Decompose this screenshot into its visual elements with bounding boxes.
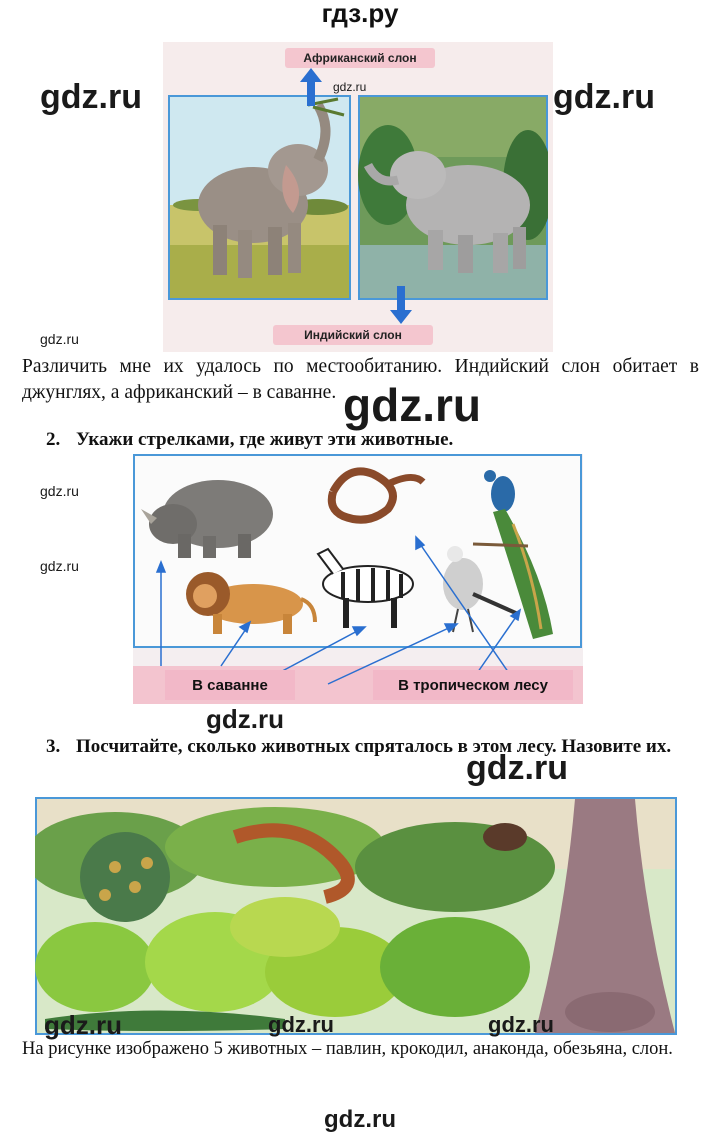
tropical-forest-label: В тропическом лесу bbox=[373, 670, 573, 700]
indian-elephant-label: Индийский слон bbox=[273, 325, 433, 345]
indian-elephant-image bbox=[358, 95, 548, 300]
habitat-illustration bbox=[133, 454, 583, 704]
watermark: gdz.ru bbox=[553, 78, 655, 116]
jungle-illustration bbox=[35, 797, 677, 1035]
habitat-figure bbox=[133, 454, 583, 704]
task-text: Укажи стрелками, где живут эти животные. bbox=[76, 429, 454, 450]
watermark: gdz.ru bbox=[44, 1010, 122, 1040]
answer-paragraph-1: Различить мне их удалось по местообитанию. Индийский слон обитает в джунглях, а африканский – в саванне. bbox=[22, 356, 699, 403]
watermark: gdz.ru bbox=[40, 78, 142, 116]
watermark: gdz.ru bbox=[333, 80, 367, 94]
watermark: gdz.ru bbox=[40, 558, 79, 574]
watermark: gdz.ru bbox=[488, 1012, 554, 1037]
footer-site: gdz.ru bbox=[324, 1106, 396, 1133]
savanna-label: В саванне bbox=[165, 670, 295, 700]
task-text: Посчитайте, сколько животных спряталось в этом лесу. Назовите их. bbox=[76, 736, 672, 757]
task-number: 3. bbox=[46, 736, 61, 757]
african-elephant-label: Африканский слон bbox=[285, 48, 435, 68]
arrow-up-icon bbox=[300, 68, 322, 106]
answer-paragraph-3: На рисунке изображено 5 животных – павлин, крокодил, анаконда, обезьяна, слон. bbox=[22, 1039, 673, 1059]
task-3-heading bbox=[46, 734, 700, 760]
african-elephant-image bbox=[168, 95, 351, 300]
watermark: gdz.ru bbox=[466, 749, 568, 787]
watermark: gdz.ru bbox=[343, 379, 481, 431]
arrow-down-icon bbox=[390, 286, 412, 324]
header-site-title: гдз.ру bbox=[321, 0, 399, 28]
task-2-heading bbox=[46, 427, 706, 453]
watermark: gdz.ru bbox=[268, 1012, 334, 1037]
elephants-figure bbox=[163, 42, 553, 352]
watermark: gdz.ru bbox=[40, 331, 79, 347]
task-number: 2. bbox=[46, 429, 61, 450]
watermark: gdz.ru bbox=[40, 483, 79, 499]
watermark: gdz.ru bbox=[206, 704, 284, 734]
